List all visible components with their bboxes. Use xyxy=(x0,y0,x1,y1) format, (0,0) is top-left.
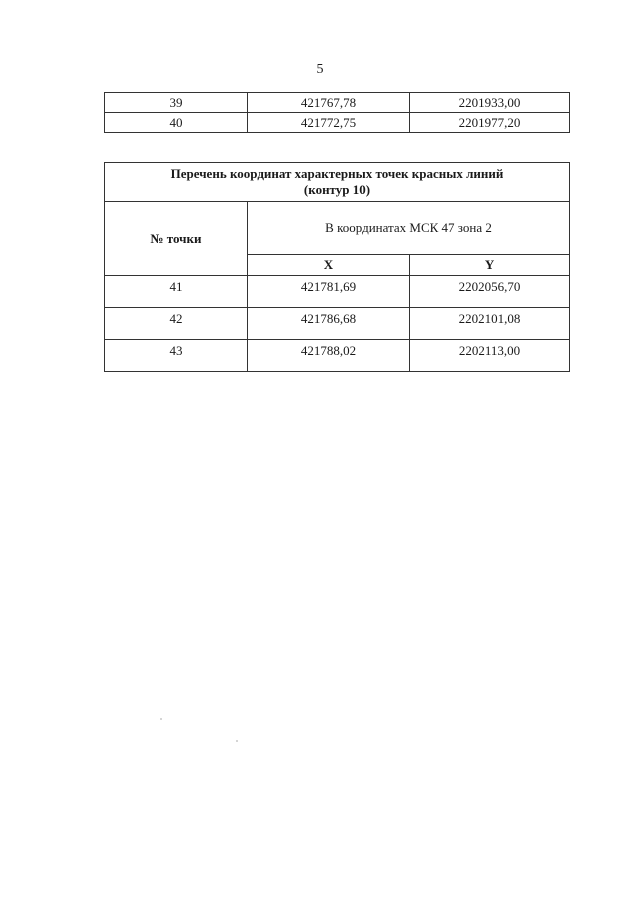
table-title xyxy=(105,163,570,202)
point-number-header: № точки xyxy=(105,202,248,276)
point-number-cell: 40 xyxy=(105,113,248,133)
x-column-header: X xyxy=(248,255,410,276)
y-column-header: Y xyxy=(410,255,570,276)
table-row xyxy=(105,276,570,308)
table-row xyxy=(105,93,570,113)
page-number: 5 xyxy=(316,62,324,77)
y-coordinate-cell: 2201933,00 xyxy=(410,93,570,113)
header-row xyxy=(105,202,570,255)
coordinate-system-header: В координатах МСК 47 зона 2 xyxy=(248,202,570,255)
table-title-line1: Перечень координат характерных точек красных линий xyxy=(170,166,504,181)
y-coordinate-cell: 2202056,70 xyxy=(410,276,570,308)
scan-speck xyxy=(160,718,162,720)
point-number-cell: 41 xyxy=(105,276,248,308)
point-number-cell: 39 xyxy=(105,93,248,113)
continuation-table xyxy=(104,92,570,133)
y-coordinate-cell: 2202101,08 xyxy=(410,308,570,340)
table-row xyxy=(105,113,570,133)
x-coordinate-cell: 421786,68 xyxy=(248,308,410,340)
table-row xyxy=(105,308,570,340)
y-coordinate-cell: 2202113,00 xyxy=(410,340,570,372)
x-coordinate-cell: 421788,02 xyxy=(248,340,410,372)
x-coordinate-cell: 421772,75 xyxy=(248,113,410,133)
point-number-cell: 42 xyxy=(105,308,248,340)
x-coordinate-cell: 421781,69 xyxy=(248,276,410,308)
scan-speck xyxy=(236,740,238,742)
x-coordinate-cell: 421767,78 xyxy=(248,93,410,113)
table-title-line2: (контур 10) xyxy=(303,182,371,197)
contour-coordinates-table xyxy=(104,162,570,372)
y-coordinate-cell: 2201977,20 xyxy=(410,113,570,133)
point-number-cell: 43 xyxy=(105,340,248,372)
table-title-row xyxy=(105,163,570,202)
table-row xyxy=(105,340,570,372)
